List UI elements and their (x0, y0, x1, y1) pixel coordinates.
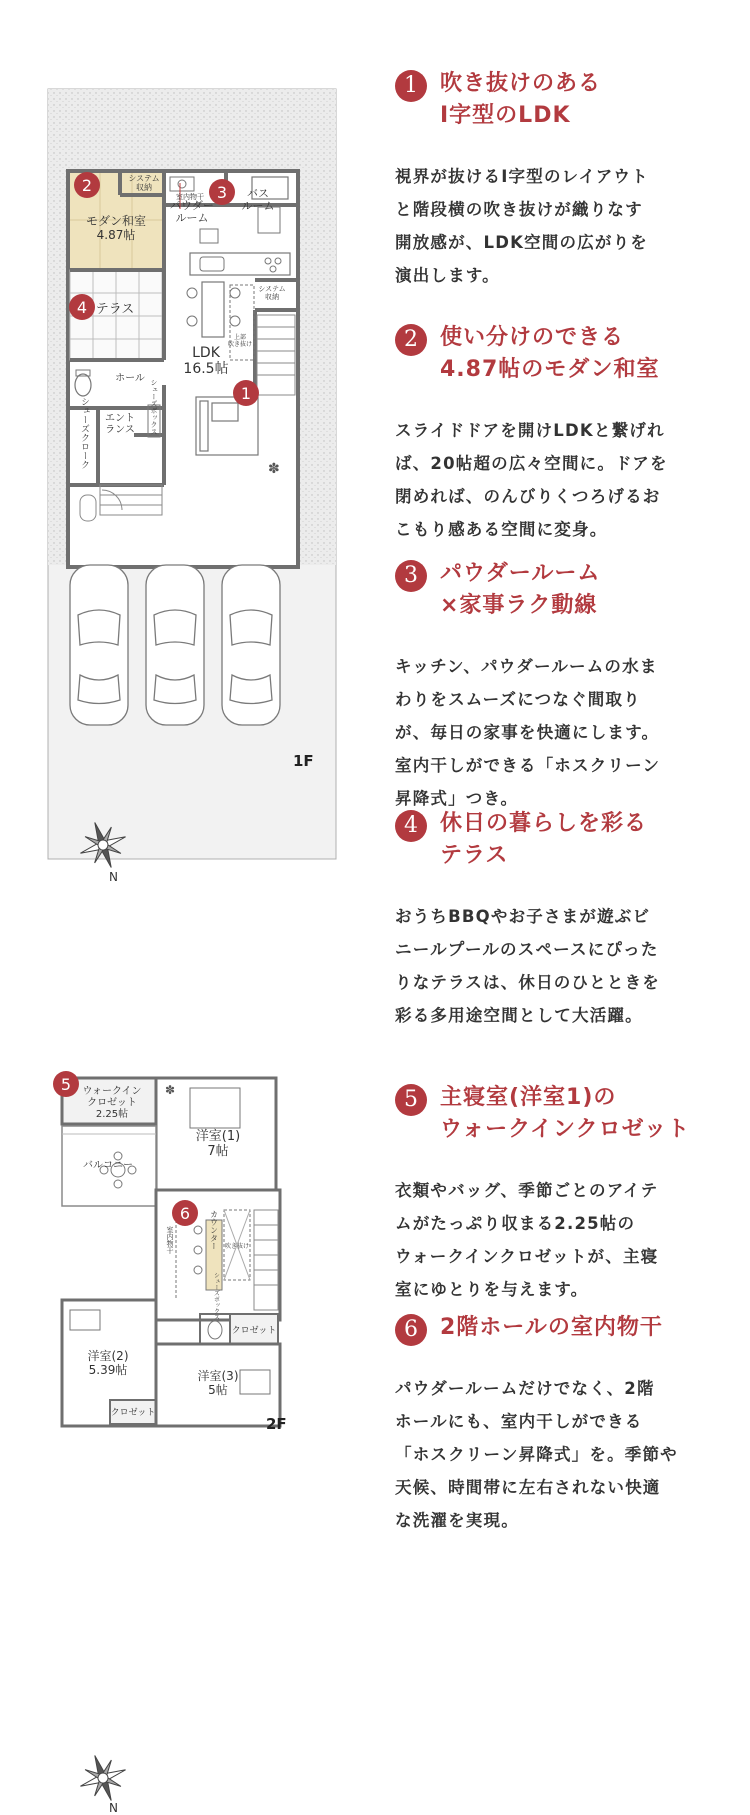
room-label-balcony: バルコニー (83, 1160, 133, 1171)
marker-1f-1 (233, 380, 259, 406)
point-title: 休日の暮らしを彩る (440, 811, 648, 836)
floor-label-2f: 2F (266, 1415, 287, 1433)
point-body-line: 彩る多用途空間として大活躍。 (395, 1006, 643, 1025)
room-label-powder_room: パウダールーム (170, 199, 214, 225)
room-label-ldk: LDK 16.5帖 (183, 345, 229, 378)
point-title: テラス (440, 843, 509, 868)
car-2 (146, 565, 204, 725)
point-body (395, 650, 725, 815)
point-body (395, 900, 725, 1032)
room-label-void: 吹き抜け (224, 1243, 250, 1250)
point-body-line: おうちBBQやお子さまが遊ぶビ (395, 907, 651, 926)
point-number-badge: 1 (395, 70, 427, 102)
room-label-japanese_room: モダン和室 4.87帖 (85, 214, 147, 242)
point-number-badge: 3 (395, 560, 427, 592)
point-body-line: 開放感が、LDK空間の広がりを (395, 233, 648, 252)
point-body-line: キッチン、パウダールームの水ま (395, 657, 658, 676)
point-body-line: 閉めれば、のんびりくつろげるお (395, 487, 661, 506)
point-title: 主寝室(洋室1)の (440, 1085, 617, 1110)
point-title: 使い分けのできる (440, 325, 625, 350)
svg-text:N: N (109, 1801, 118, 1815)
room-label-closet_b: クロゼット (110, 1408, 156, 1418)
point-body-line: 室にゆとりを与えます。 (395, 1280, 589, 1299)
dining-table (202, 282, 224, 337)
room-label-master_bedroom: 洋室(1) 7帖 (195, 1129, 241, 1159)
room-label-room2: 洋室(2) 5.39帖 (87, 1349, 129, 1377)
svg-text:N: N (109, 870, 118, 884)
point-body (395, 414, 725, 546)
room-label-closet_a: クロゼット (231, 1326, 277, 1336)
point-body (395, 1174, 725, 1306)
point-body-line: スライドドアを開けLDKと繋げれ (395, 421, 665, 440)
point-body-line: と階段横の吹き抜けが織りなす (395, 200, 643, 219)
svg-text:✽: ✽ (165, 1083, 176, 1097)
floor-plan-2f (40, 1070, 350, 1430)
point-body-line: が、毎日の家事を快適にします。 (395, 723, 660, 742)
car-1 (70, 565, 128, 725)
point-title: I字型のLDK (440, 103, 571, 128)
point-heading (395, 68, 725, 132)
room-label-walkin_closet: ウォークインクロゼット 2.25帖 (82, 1086, 142, 1120)
point-title: パウダールーム (440, 561, 601, 586)
point-title: ×家事ラク動線 (440, 593, 598, 618)
point-body-line: ニールプールのスペースにぴった (395, 940, 659, 959)
point-body-line: 衣類やバッグ、季節ごとのアイテ (395, 1181, 659, 1200)
point-number-badge: 6 (395, 1314, 427, 1346)
point-heading (395, 558, 725, 622)
room-label-room3: 洋室(3) 5帖 (197, 1369, 239, 1397)
marker-1f-4 (69, 294, 95, 320)
svg-text:5: 5 (60, 1075, 72, 1094)
point-number-badge: 2 (395, 324, 427, 356)
room-label-void: 上部吹き抜け (227, 334, 253, 348)
marker-1f-2 (74, 172, 100, 198)
svg-text:3: 3 (216, 183, 228, 202)
room-label-shoes_box: シューズボックス (212, 1272, 220, 1320)
point-body-line: ホールにも、室内干しができる (395, 1412, 643, 1431)
room-label-system_storage: システム収納 (128, 174, 160, 193)
room-label-shoes_box: シューズボックス (150, 379, 158, 435)
point-body (395, 1372, 725, 1537)
svg-text:4: 4 (76, 298, 88, 317)
point-body-line: ウォークインクロゼットが、主寝 (395, 1247, 659, 1266)
room-label-drying_room: 室内物干 (166, 1226, 174, 1254)
point-title: 2階ホールの室内物干 (440, 1315, 663, 1340)
point-body-line: わりをスムーズにつなぐ間取り (395, 690, 641, 709)
point-body-line: 演出します。 (395, 266, 500, 285)
point-number-badge: 4 (395, 810, 427, 842)
marker-2f-5 (53, 1071, 79, 1097)
car-3 (222, 565, 280, 725)
compass-icon (75, 815, 135, 885)
point-body-line: な洗濯を実現。 (395, 1511, 519, 1530)
room-label-shoes_closet: シューズクローク (79, 397, 89, 469)
room-label-terrace: テラス (95, 302, 135, 317)
point-body-line: 室内干しができる「ホスクリーン (395, 756, 661, 775)
point-body-line: 天候、時間帯に左右されない快適 (395, 1478, 661, 1497)
room-label-counter: カウンター (209, 1210, 219, 1250)
point-4 (395, 808, 725, 1032)
point-body-line: りなテラスは、休日のひとときを (395, 973, 661, 992)
point-body-line: 「ホスクリーン昇降式」を。季節や (395, 1445, 678, 1464)
compass-icon (75, 1750, 135, 1815)
point-title: 4.87帖のモダン和室 (440, 357, 660, 382)
svg-text:✽: ✽ (268, 461, 280, 477)
point-3 (395, 558, 725, 815)
point-title: ウォークインクロゼット (440, 1117, 691, 1142)
room-label-entrance: エントランス (105, 413, 135, 436)
point-heading (395, 1312, 725, 1344)
room-label-bath: バスルーム (241, 187, 275, 213)
point-heading (395, 808, 725, 872)
svg-text:1: 1 (240, 384, 252, 403)
room-label-system_storage_2: システム収納 (258, 285, 286, 302)
room-label-hall: ホール (115, 373, 145, 384)
marker-2f-6 (172, 1200, 198, 1226)
point-heading (395, 322, 725, 386)
point-5 (395, 1082, 725, 1306)
point-body-line: 視界が抜けるI字型のレイアウト (395, 167, 649, 186)
point-body-line: ば、20帖超の広々空間に。ドアを (395, 454, 668, 473)
point-1 (395, 68, 725, 292)
svg-text:6: 6 (179, 1204, 191, 1223)
point-title: 吹き抜けのある (440, 71, 602, 96)
point-2 (395, 322, 725, 546)
point-body-line: こもり感ある空間に変身。 (395, 520, 608, 539)
point-body-line: パウダールームだけでなく、2階 (395, 1379, 655, 1398)
svg-text:2: 2 (81, 176, 93, 195)
point-heading (395, 1082, 725, 1146)
floor-label-1f: 1F (293, 752, 314, 770)
point-body-line: 昇降式」つき。 (395, 789, 519, 808)
room-label-drying_room: 室内物干 (176, 193, 204, 201)
marker-1f-3 (209, 179, 235, 205)
point-body (395, 160, 725, 292)
point-6 (395, 1312, 725, 1537)
point-number-badge: 5 (395, 1084, 427, 1116)
point-body-line: ムがたっぷり収まる2.25帖の (395, 1214, 636, 1233)
